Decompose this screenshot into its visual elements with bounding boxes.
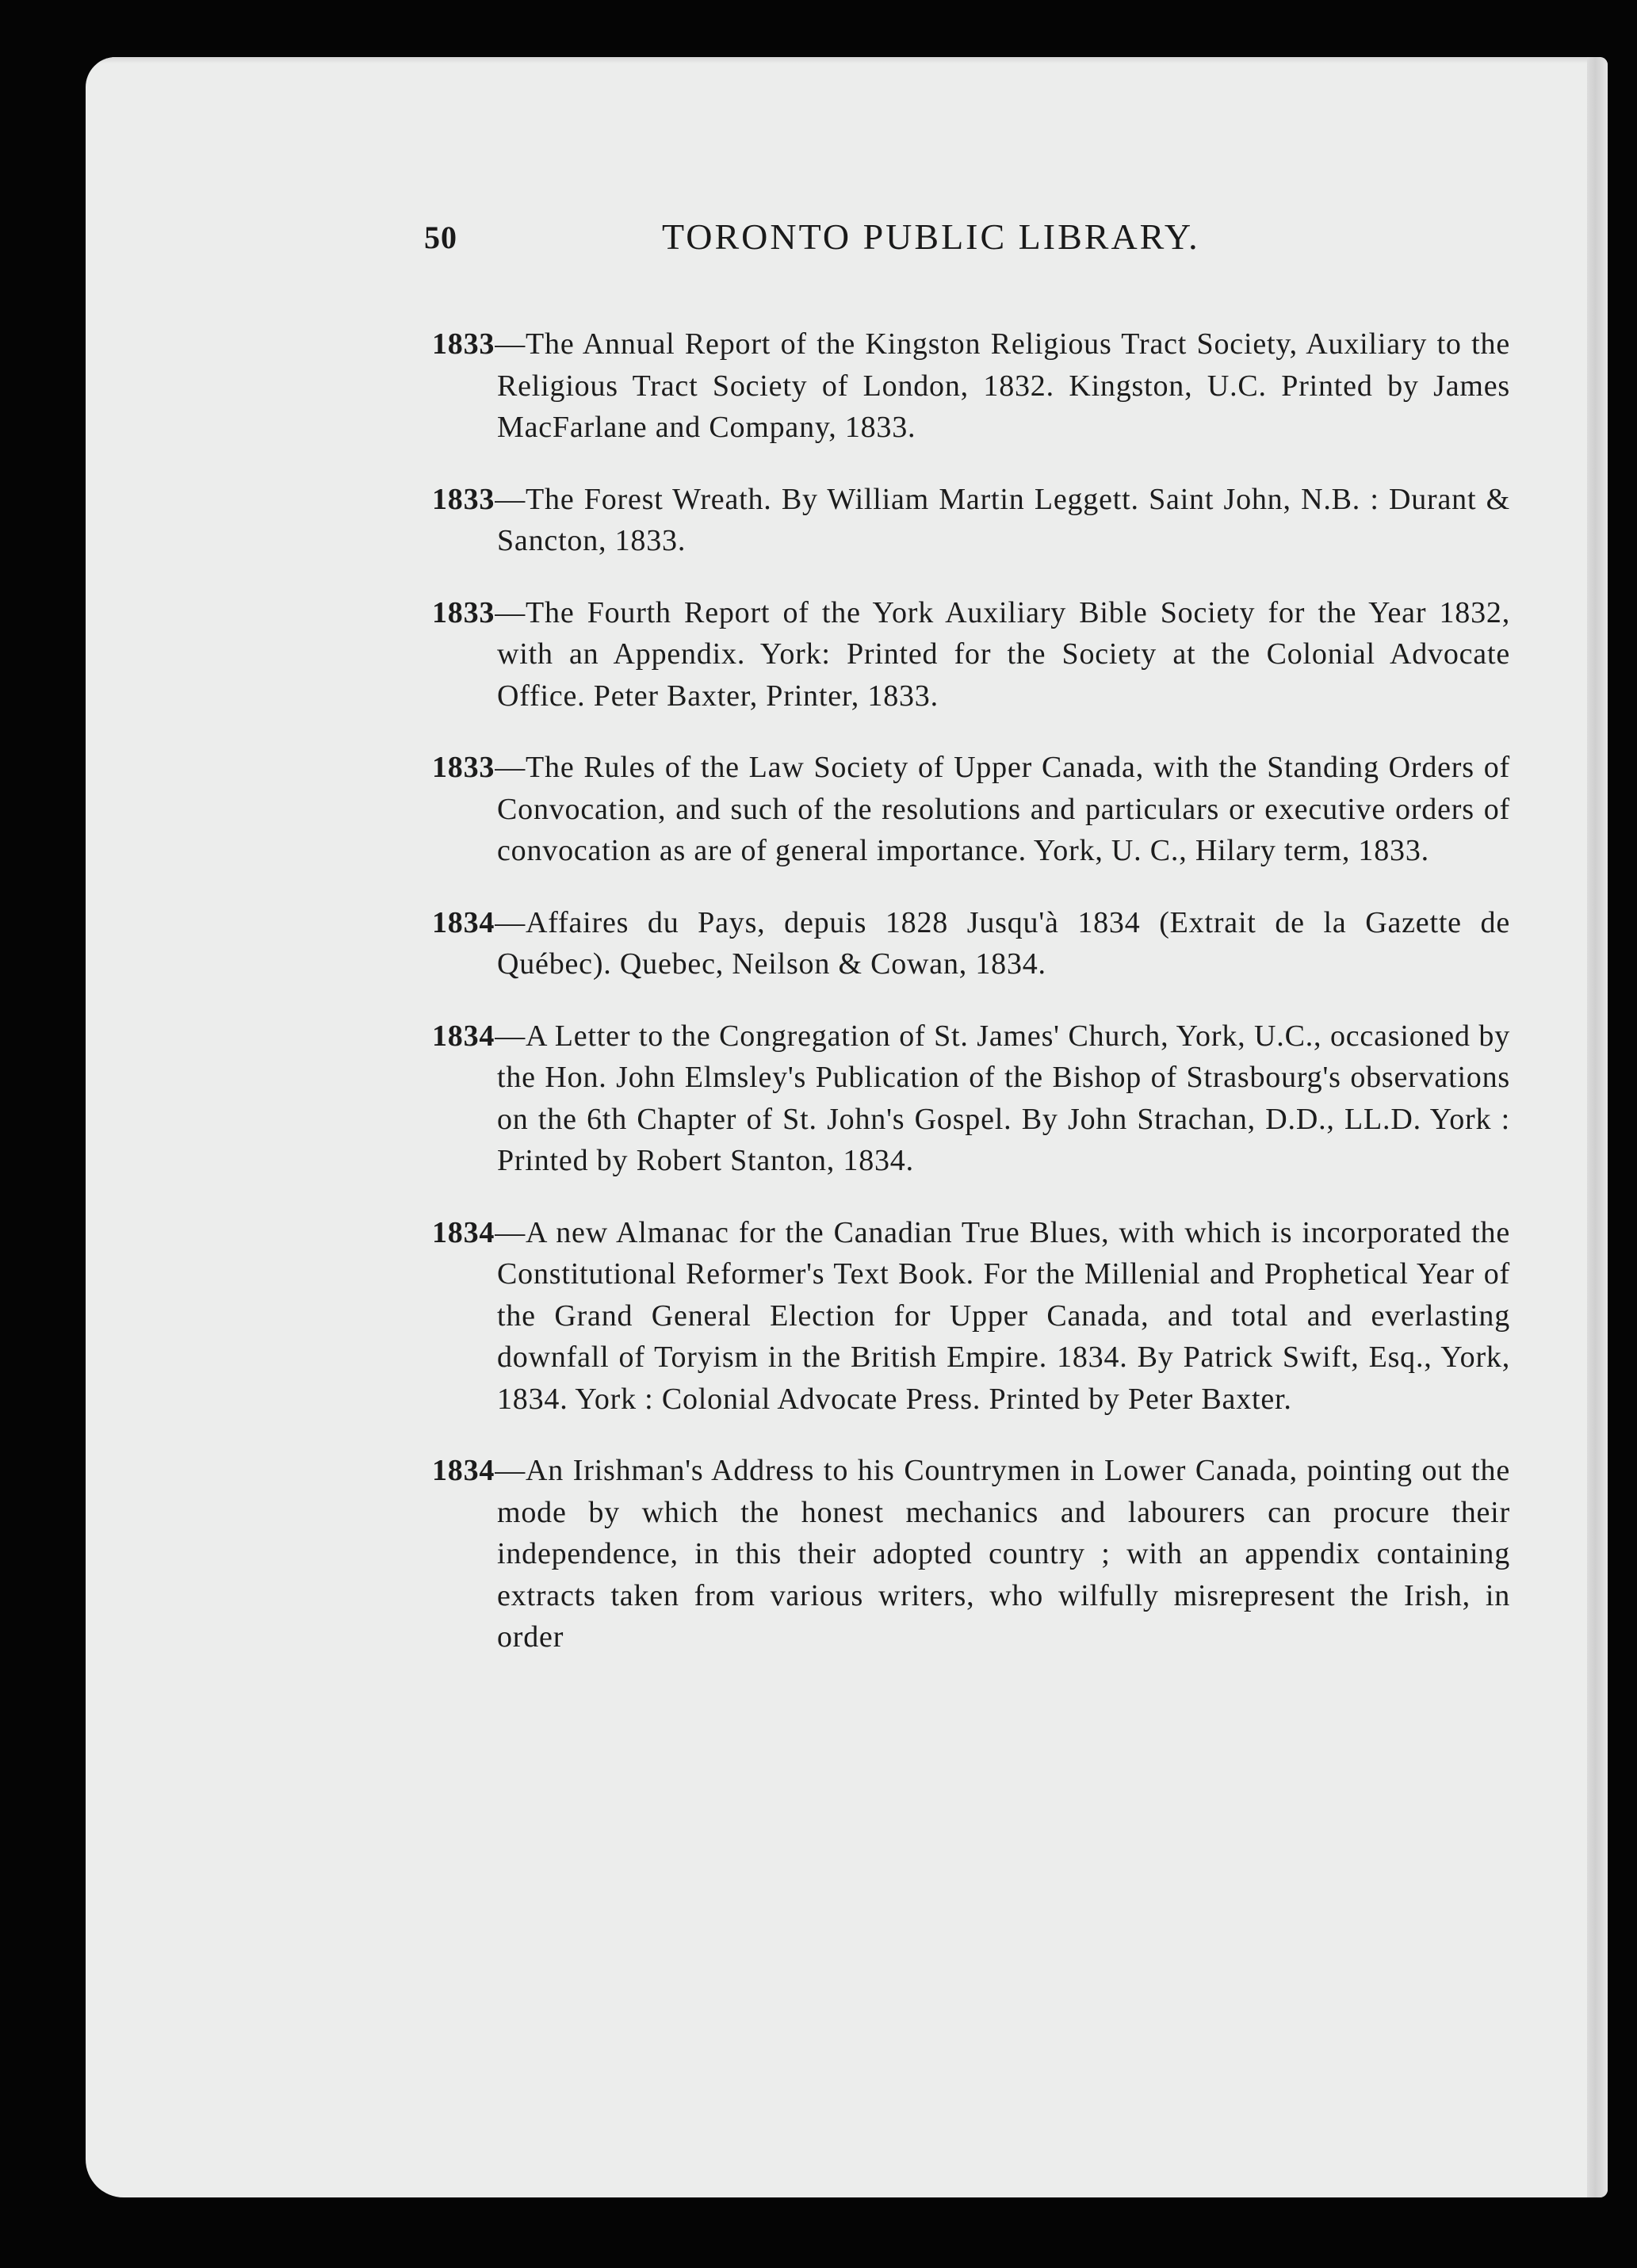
- bibliography-entry: [432, 323, 1510, 449]
- bibliography-list: [432, 293, 1510, 1685]
- entry-year: 1834: [432, 905, 495, 939]
- entry-year: 1833: [432, 595, 495, 629]
- running-head: TORONTO PUBLIC LIBRARY.: [662, 216, 1200, 257]
- entry-text: —The Rules of the Law Society of Upper Canada, with the Standing Orders of Convocation, and such of the resolutions and particulars or executive orders of convocation as are of general importance. York, U. C., Hilary term, 1833.: [495, 751, 1510, 867]
- bibliography-entry: [432, 479, 1510, 562]
- bibliography-entry: [432, 747, 1510, 872]
- bibliography-entry: [432, 1015, 1510, 1182]
- page-number: 50: [424, 220, 457, 255]
- entry-text: —The Fourth Report of the York Auxiliary Bible Society for the Year 1832, with an Appendix. York: Printed for the Society at the Colonial Advocate Office. Peter Baxter, Printer, 1833.: [495, 595, 1510, 713]
- page-header: [424, 216, 1296, 271]
- bibliography-entry: [432, 1450, 1510, 1658]
- entry-year: 1833: [432, 482, 495, 516]
- entry-text: —A new Almanac for the Canadian True Blues, with which is incorporated the Constitutional Reformer's Text Book. For the Millenial and Prophetical Year of the Grand General Election for Upper Canada, and total and everlasting downfall of Toryism in the British Empire. 1834. By Patrick Swift, Esq., York, 1834. York : Colonial Advocate Press. Printed by Peter Baxter.: [495, 1215, 1510, 1416]
- bibliography-entry: [432, 592, 1510, 717]
- entry-year: 1834: [432, 1019, 495, 1053]
- entry-text: —An Irishman's Address to his Countrymen in Lower Canada, pointing out the mode by which the honest mechanics and labourers can procure their independence, in this their adopted country ; with an appendix containing extracts taken from various writers, who wilfully misrepresent the Irish, in order: [495, 1454, 1510, 1654]
- entry-text: —A Letter to the Congregation of St. James' Church, York, U.C., occasioned by the Hon. John Elmsley's Publication of the Bishop of Strasbourg's observations on the 6th Chapter of St. John's Gospel. By John Strachan, D.D., LL.D. York : Printed by Robert Stanton, 1834.: [495, 1019, 1510, 1177]
- entry-text: —The Annual Report of the Kingston Religious Tract Society, Auxiliary to the Religious Tract Society of London, 1832. Kingston, U.C. Printed by James MacFarlane and Company, 1833.: [495, 327, 1510, 444]
- entry-text: —Affaires du Pays, depuis 1828 Jusqu'à 1834 (Extrait de la Gazette de Québec). Quebec, Neilson & Cowan, 1834.: [495, 905, 1510, 981]
- bibliography-entry: [432, 902, 1510, 985]
- page-binding-edge: [1587, 57, 1608, 2197]
- entry-year: 1834: [432, 1215, 495, 1249]
- entry-year: 1833: [432, 327, 495, 361]
- page-top-shadow: [86, 57, 1608, 63]
- bibliography-entry: [432, 1212, 1510, 1421]
- entry-year: 1834: [432, 1454, 495, 1487]
- entry-text: —The Forest Wreath. By William Martin Leggett. Saint John, N.B. : Durant & Sancton, 1833.: [495, 482, 1510, 557]
- entry-year: 1833: [432, 751, 495, 784]
